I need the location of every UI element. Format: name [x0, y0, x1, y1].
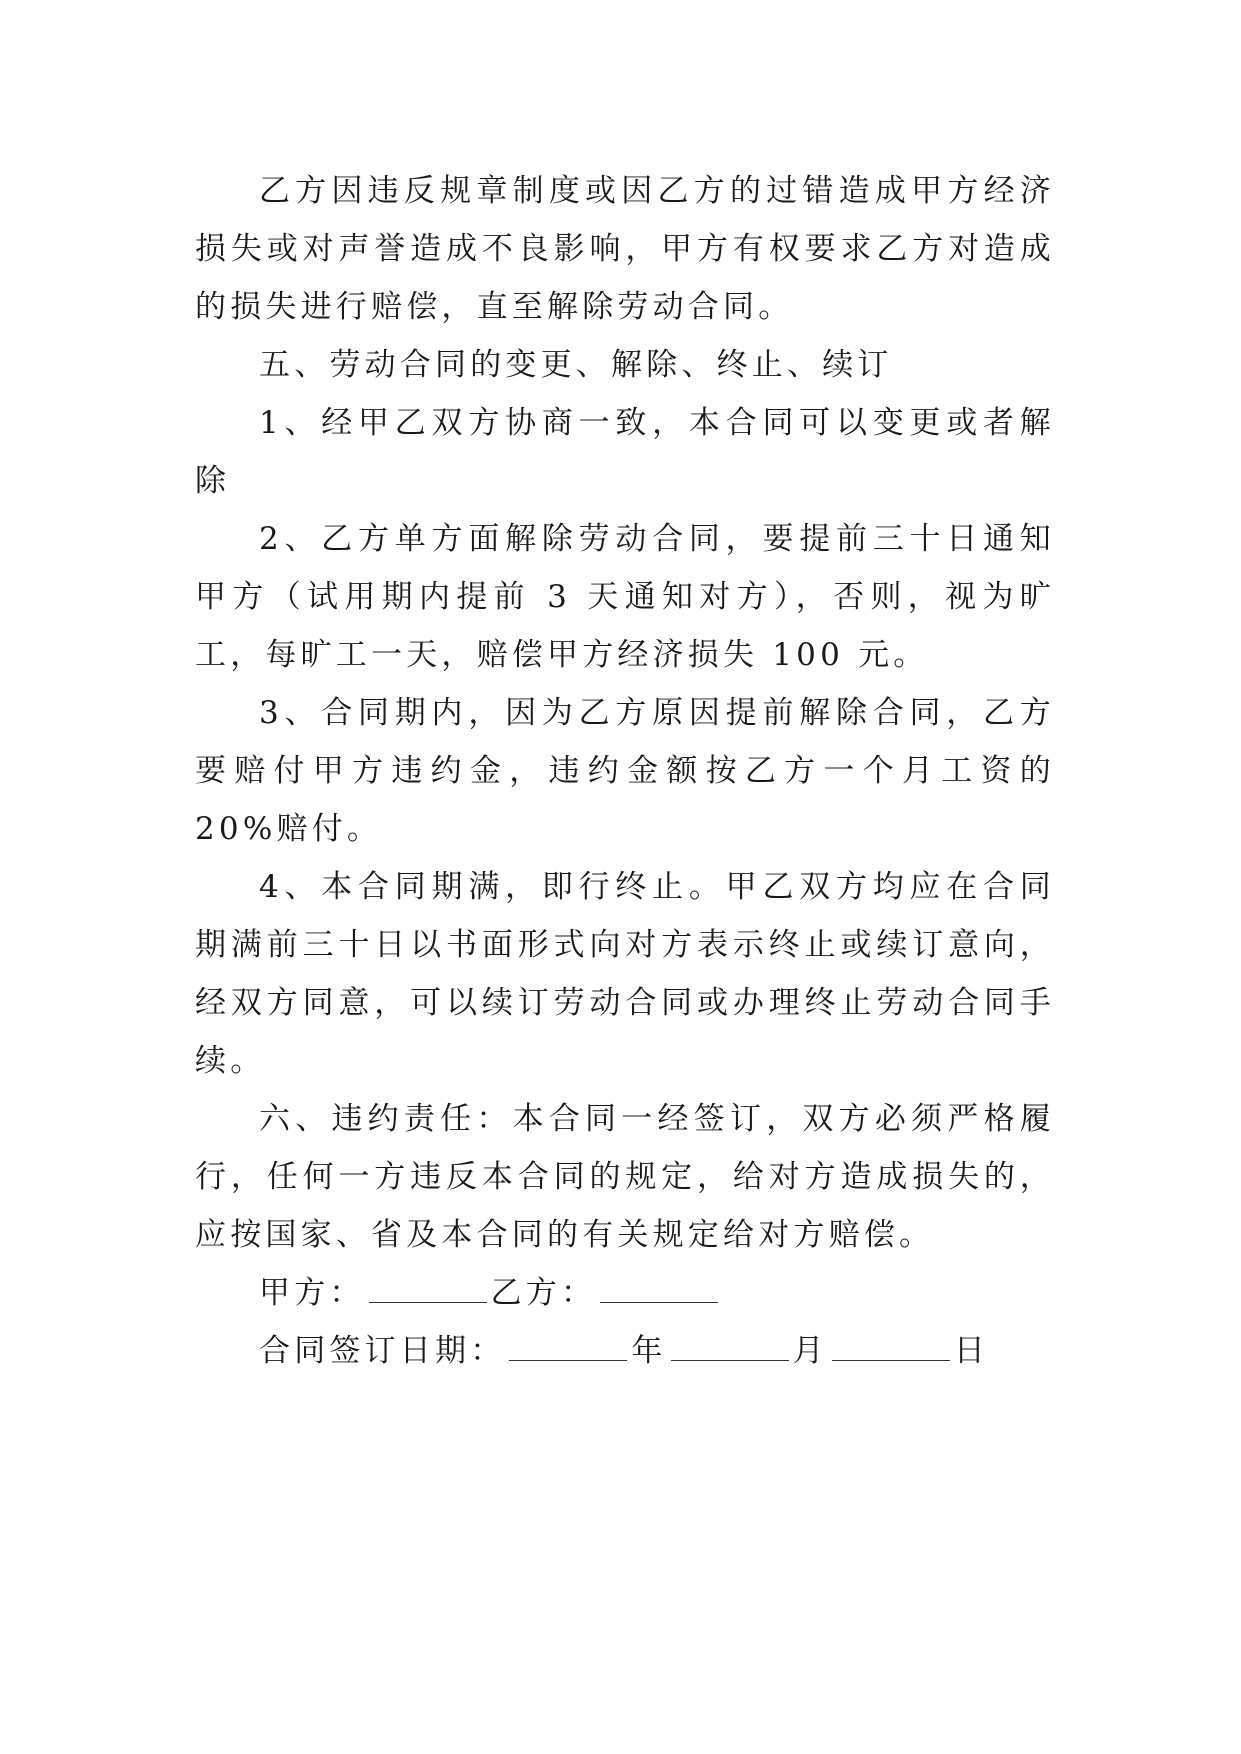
- date-line: [195, 1322, 1055, 1380]
- day-label: 日: [953, 1333, 990, 1369]
- signature-line: [195, 1264, 1055, 1322]
- section-heading-contract-changes: 五、劳动合同的变更、解除、终止、续订: [259, 347, 893, 383]
- date-label: 合同签订日期：: [259, 1333, 506, 1369]
- party-a-label: 甲方：: [259, 1275, 365, 1311]
- day-blank[interactable]: [832, 1330, 950, 1361]
- year-blank[interactable]: [509, 1330, 627, 1361]
- paragraph-compensation: 乙方因违反规章制度或因乙方的过错造成甲方经济损失或对声誉造成不良影响，甲方有权要求乙方对造成的损失进行赔偿，直至解除劳动合同。: [195, 173, 1055, 325]
- party-b-label: 乙方：: [490, 1275, 597, 1311]
- document-page: [195, 162, 1055, 1380]
- party-a-blank[interactable]: [369, 1272, 487, 1303]
- clause-2-unilateral-termination: 2、乙方单方面解除劳动合同，要提前三十日通知甲方（试用期内提前 3 天通知对方），否则，视为旷工，每旷工一天，赔偿甲方经济损失 100 元。: [195, 521, 1055, 673]
- year-label: 年: [631, 1333, 667, 1369]
- party-b-blank[interactable]: [600, 1272, 718, 1303]
- clause-3-early-termination-penalty: 3、合同期内，因为乙方原因提前解除合同，乙方要赔付甲方违约金，违约金额按乙方一个月工资的 20%赔付。: [195, 695, 1055, 847]
- month-blank[interactable]: [671, 1330, 789, 1361]
- clause-4-expiry-renewal: 4、本合同期满，即行终止。甲乙双方均应在合同期满前三十日以书面形式向对方表示终止或续订意向，经双方同意，可以续订劳动合同或办理终止劳动合同手续。: [195, 869, 1055, 1079]
- clause-1-mutual-agreement: 1、经甲乙双方协商一致，本合同可以变更或者解除: [195, 405, 1055, 499]
- section-liability: 六、违约责任：本合同一经签订，双方必须严格履行，任何一方违反本合同的规定，给对方造成损失的，应按国家、省及本合同的有关规定给对方赔偿。: [195, 1101, 1055, 1253]
- month-label: 月: [792, 1333, 828, 1369]
